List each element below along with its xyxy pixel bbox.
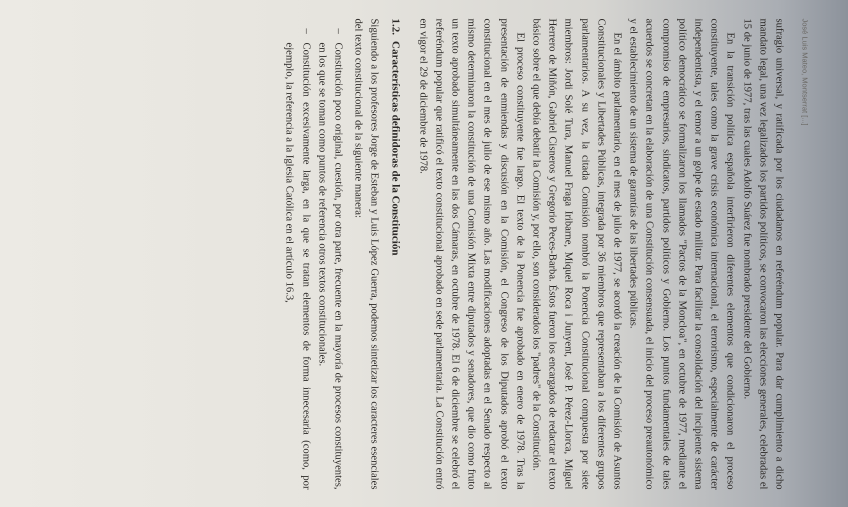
section-heading: [390, 19, 402, 490]
section-number: 1.2.: [389, 18, 402, 35]
list-item-text: Constitución excesivamente larga, en la que se tratan elementos de forma innecesaria (como, por ejemplo, la referencia a la Iglesia Católica en el artículo 16.3,: [283, 42, 312, 490]
section-title: Características definidoras de la Constitución: [389, 41, 402, 256]
list-item-text: Constitución poco original, cuestión, por otra parte, frecuente en la mayoría de procesos constituyentes, en los que se toman como puntos de referencia otros textos constitucionales.: [316, 42, 344, 490]
list-item: [281, 29, 313, 490]
paragraph-commission: En el ámbito parlamentario, en el mes de julio de 1977, se acordó la creación de la Comisión de Asuntos Constitucionales y Libertades Públicas, integrada por 36 miembros que representaban a los diferentes grupos parlamentarios. A su vez, la citada Comisión nombró la Ponencia Constitucional compuesta por siete miembros: Jordi Solé Tura, Manuel Fraga Iribarne, Miquel Roca i Junyent, José P. Pérez-Llorca, Miguel Herrero de Miñón, Gabriel Cisneros y Gregorio Peces-Barba. Éstos fueron los encargados de redactar el texto básico sobre el que debía debatir la Comisión y, por ello, son considerados los "padres" de la Constitución.: [530, 18, 623, 490]
paragraph-referendum: sufragio universal, y ratificada por los ciudadanos en referéndum popular. Para dar cumplimiento a dicho mandato legal, una vez legalizados los partidos políticos, se convocaron las elecciones generales, celebradas el 15 de junio de 1977, tras las cuales Adolfo Suárez fue nombrado presidente del Gobierno.: [741, 18, 785, 490]
dash-bullet: –: [332, 28, 344, 34]
characteristics-list: [281, 19, 346, 490]
running-head: José Luis Mateo, Montserrat [...]: [800, 18, 810, 126]
section-intro: Siguiendo a los profesores Jorge de Esteban y Luis López Guerra, podemos sintetizar los caracteres esenciales del texto constitucional de la siguiente manera:: [352, 18, 380, 490]
dash-bullet: –: [300, 28, 312, 34]
paragraph-process: El proceso constituyente fue largo. El texto de la Ponencia fue aprobado en enero de 1978. Tras la presentación de enmiendas y discusión en la Comisión, el Congreso de los Diputados aprobó el texto constitucional en el mes de julio de ese mismo año. Las modificaciones adoptadas en el Senado respecto al mismo determinaron la constitución de una Comisión Mixta entre diputados y senadores, que dio como fruto un texto aprobado simultáneamente en las dos Cámaras, en octubre de 1978. El 6 de diciembre se celebró el referéndum popular que ratificó el texto constitucional aprobado en sede parlamentaria. La Constitución entró en vigor el 29 de diciembre de 1978.: [417, 18, 526, 490]
book-page: [30, 1, 820, 506]
paragraph-transition: En la transición política española interfirieron diferentes elementos que condicionaron el proceso constituyente, tales como la grave crisis económica internacional, el terrorismo, especialmente de carácter independentista, y el temor a un golpe de estado militar. Para facilitar la consolidación del incipiente sistema político democrático se formalizaron los llamados "Pactos de la Moncloa", en octubre de 1977, mediante el compromiso de empresarios, sindicatos, partidos políticos y Gobierno. Los puntos fundamentales de tales acuerdos se concretan en la elaboración de una Constitución consensuada, el inicio del proceso preautonómico y el establecimiento de un sistema de garantías de las libertades públicas.: [627, 18, 736, 490]
list-item: [313, 29, 345, 490]
